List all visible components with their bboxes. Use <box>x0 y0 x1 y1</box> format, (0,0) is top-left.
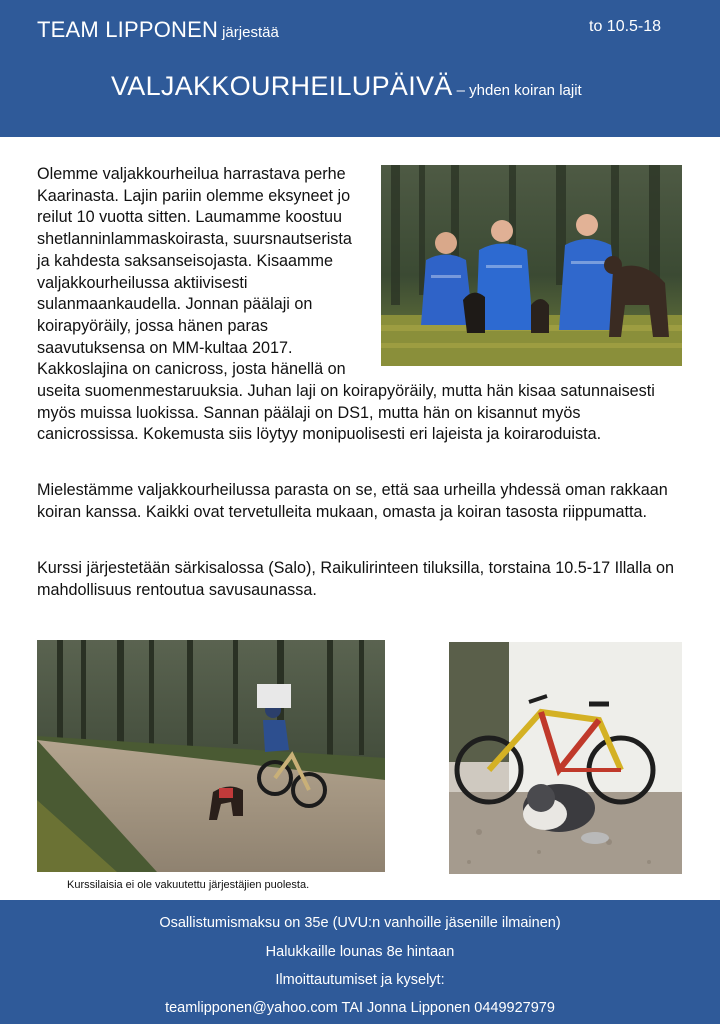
event-subtitle: – yhden koiran lajit <box>456 82 582 99</box>
footer-banner <box>0 900 720 1024</box>
event-date: to 10.5-18 <box>589 18 662 35</box>
contact-text[interactable]: teamlipponen@yahoo.com TAI Jonna Lipponen 0449927979 <box>165 1000 555 1016</box>
bikejoring-photo <box>37 640 385 872</box>
org-name: TEAM LIPPONEN <box>37 17 219 42</box>
para-passion: Mielestämme valjakkourheilussa parasta on se, että saa urheilla yhdessä oman rakkaan koiran kanssa. Kaikki ovat tervetulleita mukaan, omasta ja koiran tasosta riippumatta. <box>37 481 668 521</box>
signup-text: Ilmoittautumiset ja kyselyt: <box>275 972 445 988</box>
intro-paragraph <box>37 164 682 446</box>
fee-text: Osallistumismaksu on 35e (UVU:n vanhoille jäsenille ilmainen) <box>159 915 561 931</box>
event-title: VALJAKKOURHEILUPÄIVÄ <box>111 71 453 101</box>
para-location: Kurssi järjestetään särkisalossa (Salo), Raikulirinteen tiluksilla, torstaina 10.5-17 Illalla on mahdollisuus rentoutua savusaunassa. <box>37 559 675 599</box>
organizer <box>37 17 279 43</box>
dog-bike-photo <box>449 642 682 874</box>
intro-text: Olemme valjakkourheilua harrastava perhe Kaarinasta. Lajin pariin olemme eksyneet jo reilut 10 vuotta sitten. Laumamme koostuu shetlanninlammaskoirasta, suursnautserista ja kahdesta saksanseisojasta. Kisaamme valjakkourheilussa aktiivisesti sulanmaankaudella. Jonnan päälaji on koirapyöräily, jossa hänen paras saavutuksensa on MM-kultaa 2017. Kakkoslajina on canicross, josta hänellä on useita suomenmestaruuksia. Juhan laji on koirapyöräily, mutta hän kisaa satunnaisesti myös muissa luokissa. Sannan päälaji on DS1, mutta hän on kisannut myös canicrossissa. Kokemusta siis löytyy monipuolisesti eri lajeista ja koiraroduista. <box>37 165 655 444</box>
photo-caption: Kurssilaisia ei ole vakuutettu järjestäjien puolesta. <box>67 879 310 891</box>
header-banner <box>0 0 720 137</box>
org-suffix: järjestää <box>222 24 279 41</box>
lunch-text: Halukkaille lounas 8e hintaan <box>265 944 455 960</box>
team-photo <box>381 165 682 366</box>
event-title-line <box>111 71 582 102</box>
